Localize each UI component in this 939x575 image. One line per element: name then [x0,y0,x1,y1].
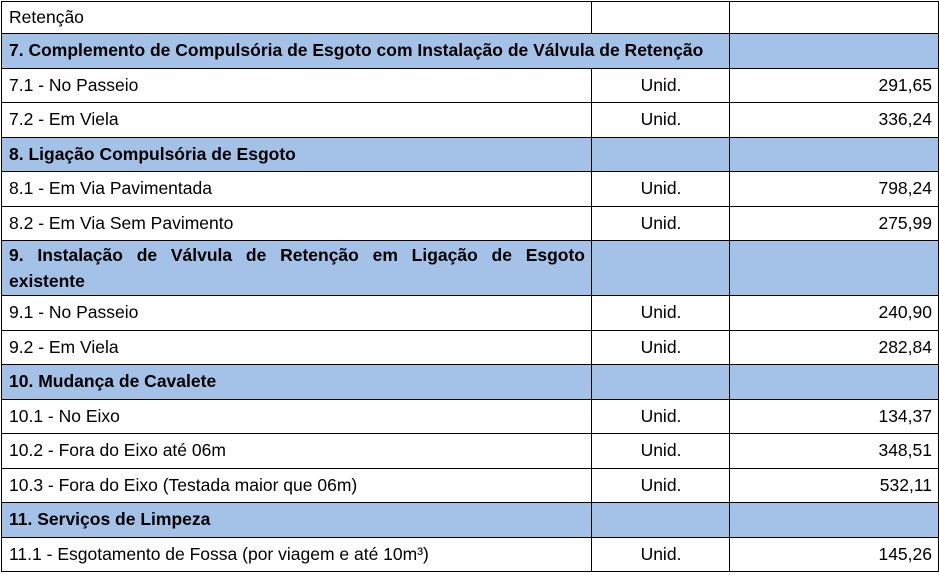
row-value: 336,24 [730,103,939,138]
section-title: 9. Instalação de Válvula de Retenção em Ligação de Esgoto existente [2,241,592,296]
row-unit: Unid. [592,330,730,365]
table-row [2,399,939,434]
row-description: 9.1 - No Passeio [2,296,592,331]
row-value: 798,24 [730,172,939,207]
section-value-cell [730,503,939,538]
section-header-9 [2,241,939,296]
table-row [2,103,939,138]
table-row [2,468,939,503]
section-unit-cell [592,503,730,538]
row-description: Retenção [2,2,592,34]
row-value: 291,65 [730,68,939,103]
table-row [2,206,939,241]
row-unit: Unid. [592,172,730,207]
row-description: 10.2 - Fora do Eixo até 06m [2,434,592,469]
row-value: 134,37 [730,399,939,434]
row-description: 9.2 - Em Viela [2,330,592,365]
row-description: 7.1 - No Passeio [2,68,592,103]
row-unit: Unid. [592,296,730,331]
section-unit-cell [592,365,730,400]
row-unit: Unid. [592,206,730,241]
row-value: 145,26 [730,537,939,572]
row-description: 11.1 - Esgotamento de Fossa (por viagem e até 10m³) [2,537,592,572]
section-header-10 [2,365,939,400]
table-row [2,296,939,331]
section-value-cell [730,34,939,69]
row-value: 532,11 [730,468,939,503]
table-row [2,434,939,469]
row-description: 10.3 - Fora do Eixo (Testada maior que 06m) [2,468,592,503]
row-value: 275,99 [730,206,939,241]
row-unit: Unid. [592,68,730,103]
section-header-8 [2,137,939,172]
row-description: 8.2 - Em Via Sem Pavimento [2,206,592,241]
row-unit: Unid. [592,399,730,434]
table-row-top [2,2,939,34]
section-value-cell [730,365,939,400]
row-description: 10.1 - No Eixo [2,399,592,434]
section-unit-cell [592,137,730,172]
section-unit-cell [592,241,730,296]
section-header-7 [2,34,939,69]
row-unit: Unid. [592,537,730,572]
table-row [2,537,939,572]
table-row [2,172,939,207]
row-value: 282,84 [730,330,939,365]
section-title: 10. Mudança de Cavalete [2,365,592,400]
price-table [1,1,939,572]
section-title: 11. Serviços de Limpeza [2,503,592,538]
row-value [730,2,939,34]
section-header-11 [2,503,939,538]
section-value-cell [730,137,939,172]
row-unit: Unid. [592,103,730,138]
row-unit: Unid. [592,434,730,469]
row-value: 240,90 [730,296,939,331]
row-unit [592,2,730,34]
row-description: 8.1 - Em Via Pavimentada [2,172,592,207]
row-value: 348,51 [730,434,939,469]
table-row [2,68,939,103]
section-value-cell [730,241,939,296]
section-title: 8. Ligação Compulsória de Esgoto [2,137,592,172]
row-unit: Unid. [592,468,730,503]
table-row [2,330,939,365]
row-description: 7.2 - Em Viela [2,103,592,138]
section-title: 7. Complemento de Compulsória de Esgoto com Instalação de Válvula de Retenção [2,34,730,69]
